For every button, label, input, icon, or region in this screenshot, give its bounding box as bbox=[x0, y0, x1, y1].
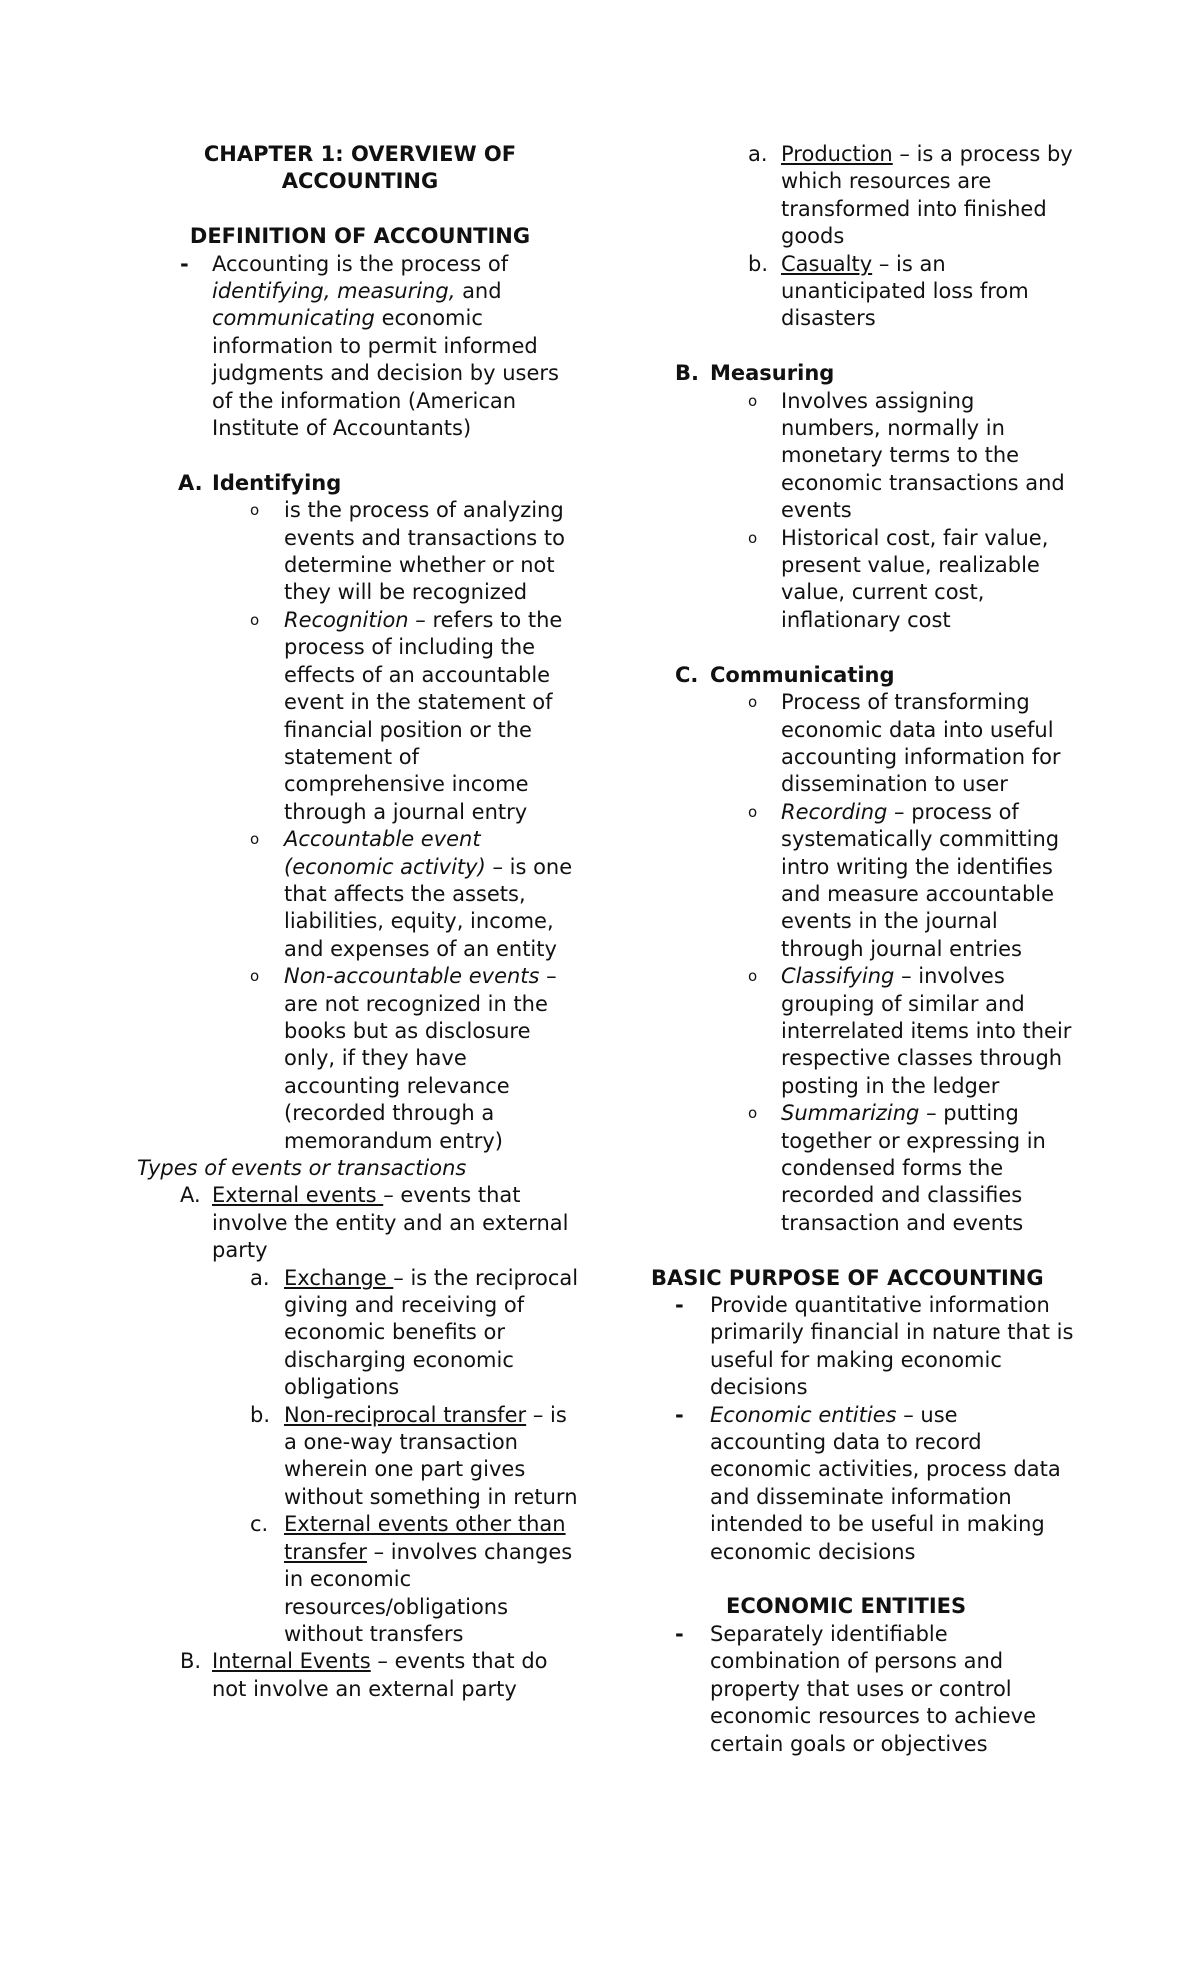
right-column bbox=[648, 141, 1078, 1758]
purpose-heading: BASIC PURPOSE OF ACCOUNTING bbox=[651, 1265, 1044, 1290]
entities-heading: ECONOMIC ENTITIES bbox=[726, 1594, 967, 1619]
communicating-heading: C. Communicating bbox=[675, 662, 895, 687]
left-column bbox=[137, 141, 580, 1703]
external-sub-item: c. External events other than transfer – involves changes in economic resources/obligations without transfers bbox=[250, 1512, 573, 1646]
circle-bullet-icon: o bbox=[250, 830, 260, 849]
internal-sub-item: b. Casualty – is an unanticipated loss from disasters bbox=[748, 251, 1029, 331]
circle-bullet-icon: o bbox=[748, 1104, 758, 1123]
dash-bullet: - bbox=[675, 1293, 684, 1318]
definition-item bbox=[140, 251, 580, 443]
types-heading: Types of events or transactions bbox=[137, 1156, 467, 1180]
communicating-item: o Process of transforming economic data into useful accounting information for dissemination to user bbox=[748, 690, 1061, 797]
dash-bullet: - bbox=[180, 251, 189, 276]
dash-bullet: - bbox=[675, 1402, 684, 1427]
purpose-item: - Economic entities – use accounting data to record economic activities, process data and disseminate information intended to be useful in making economic decisions bbox=[675, 1402, 1061, 1564]
circle-bullet-icon: o bbox=[748, 967, 758, 986]
purpose-item: - Provide quantitative information primarily financial in nature that is useful for making economic decisions bbox=[675, 1293, 1074, 1400]
circle-bullet-icon: o bbox=[748, 802, 758, 821]
communicating-item: o Recording – process of systematically committing intro writing the identifies and measure accountable events in the journal through journal entries bbox=[748, 799, 1060, 961]
identifying-item: o Non-accountable events – are not recognized in the books but as disclosure only, if they have accounting relevance (recorded through a memorandum entry) bbox=[250, 964, 557, 1153]
communicating-item: o Classifying – involves grouping of similar and interrelated items into their respective classes through posting in the ledger bbox=[748, 964, 1072, 1098]
identifying-item: o Accountable event (economic activity) – is one that affects the assets, liabilities, equity, income, and expenses of an entity bbox=[250, 827, 573, 961]
external-sub-item: b. Non-reciprocal transfer – is a one-way transaction wherein one part gives without something in return bbox=[250, 1402, 578, 1509]
circle-bullet-icon: o bbox=[250, 501, 260, 520]
entities-item: - Separately identifiable combination of persons and property that uses or control economic resources to achieve certain goals or objectives bbox=[675, 1621, 1037, 1756]
circle-bullet-icon: o bbox=[250, 967, 260, 986]
circle-bullet-icon: o bbox=[250, 610, 260, 629]
identifying-item: o is the process of analyzing events and transactions to determine whether or not they will be recognized bbox=[250, 498, 565, 605]
circle-bullet-icon: o bbox=[748, 693, 758, 712]
circle-bullet-icon: o bbox=[748, 528, 758, 547]
dash-bullet: - bbox=[675, 1621, 684, 1646]
definition-text: Accounting is the process of identifying, measuring, and communicating economic information to permit informed judgments and decision by users of the information (American Institute of Accountants) bbox=[212, 251, 559, 441]
identifying-item: o Recognition – refers to the process of including the effects of an accountable event in the statement of financial position or the statement of comprehensive income through a journal entry bbox=[250, 607, 563, 824]
external-sub-item: a. Exchange – is the reciprocal giving and receiving of economic benefits or discharging economic obligations bbox=[250, 1265, 579, 1400]
external-events-item: A. External events – events that involve the entity and an external party bbox=[180, 1183, 569, 1263]
identifying-heading: A. Identifying bbox=[178, 470, 342, 495]
measuring-item: o Historical cost, fair value, present value, realizable value, current cost, inflationary cost bbox=[748, 525, 1049, 632]
measuring-item: o Involves assigning numbers, normally in monetary terms to the economic transactions and events bbox=[748, 388, 1065, 523]
chapter-title: CHAPTER 1: OVERVIEW OF ACCOUNTING bbox=[203, 142, 517, 194]
internal-events-item: B. Internal Events – events that do not involve an external party bbox=[180, 1649, 548, 1701]
measuring-heading: B. Measuring bbox=[675, 361, 835, 386]
circle-bullet-icon: o bbox=[748, 391, 758, 410]
definition-heading: DEFINITION OF ACCOUNTING bbox=[189, 224, 531, 249]
internal-sub-item: a. Production – is a process by which resources are transformed into finished goods bbox=[748, 142, 1073, 249]
communicating-item: o Summarizing – putting together or expressing in condensed forms the recorded and classifies transaction and events bbox=[748, 1101, 1046, 1235]
